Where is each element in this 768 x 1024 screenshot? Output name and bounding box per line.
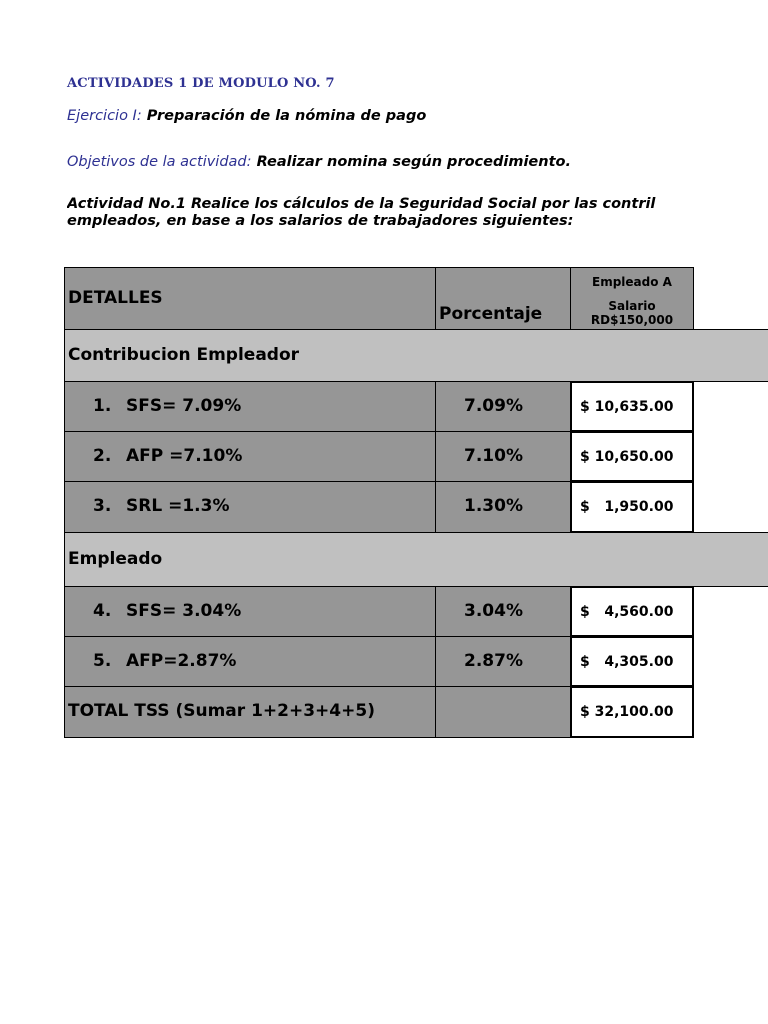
section-employer xyxy=(64,329,768,382)
table-row-amount xyxy=(570,481,694,533)
row-item xyxy=(93,396,241,416)
exercise-text: Preparación de la nómina de pago xyxy=(146,108,427,124)
table-row-percent xyxy=(435,586,572,637)
activity-line-2: empleados, en base a los salarios de trabajadores siguientes: xyxy=(67,213,574,229)
section-employer-label: Contribucion Empleador xyxy=(68,345,300,365)
total-row-percent xyxy=(435,686,572,738)
table-row-label xyxy=(64,381,437,432)
row-percent: 2.87% xyxy=(464,651,523,671)
header-percent xyxy=(435,267,572,330)
row-label: SFS= 7.09% xyxy=(126,396,242,416)
objective-line xyxy=(67,154,571,170)
row-amount: $ 10,650.00 xyxy=(580,449,674,465)
row-amount: $ 4,560.00 xyxy=(580,604,674,620)
header-salary-value: RD$150,000 xyxy=(590,313,674,327)
table-row-label xyxy=(64,586,437,637)
table-row-percent xyxy=(435,431,572,482)
row-item xyxy=(93,601,241,621)
header-percent-label: Porcentaje xyxy=(439,304,543,324)
table-row-label xyxy=(64,431,437,482)
row-percent: 7.10% xyxy=(464,446,523,466)
total-row-label xyxy=(64,686,437,738)
row-label: AFP =7.10% xyxy=(126,446,243,466)
header-employee xyxy=(570,267,694,330)
activity-line-1: Actividad No.1 Realice los cálculos de la Seguridad Social por las contril xyxy=(67,196,656,212)
total-label: TOTAL TSS (Sumar 1+2+3+4+5) xyxy=(68,701,375,721)
table-row-label xyxy=(64,636,437,687)
objective-label: Objetivos de la actividad: xyxy=(67,154,252,170)
header-details xyxy=(64,267,437,330)
table-row-percent xyxy=(435,481,572,533)
total-row-amount xyxy=(570,686,694,738)
row-number: 5. xyxy=(93,651,112,671)
row-number: 2. xyxy=(93,446,112,466)
row-number: 3. xyxy=(93,496,112,516)
table-row-percent xyxy=(435,381,572,432)
table-row-amount xyxy=(570,586,694,637)
row-amount: $ 10,635.00 xyxy=(580,399,674,415)
table-row-percent xyxy=(435,636,572,687)
objective-text: Realizar nomina según procedimiento. xyxy=(256,154,571,170)
row-number: 4. xyxy=(93,601,112,621)
table-row-amount xyxy=(570,381,694,432)
row-item xyxy=(93,496,229,516)
header-details-label: DETALLES xyxy=(68,288,163,308)
table-row-label xyxy=(64,481,437,533)
row-amount: $ 1,950.00 xyxy=(580,499,674,515)
total-amount: $ 32,100.00 xyxy=(580,704,674,720)
table-row-amount xyxy=(570,431,694,482)
exercise-label: Ejercicio I: xyxy=(67,108,142,124)
row-amount: $ 4,305.00 xyxy=(580,654,674,670)
exercise-line xyxy=(67,108,437,125)
section-employee-label: Empleado xyxy=(68,549,163,569)
header-salary-label: Salario xyxy=(608,299,656,313)
row-percent: 7.09% xyxy=(464,396,523,416)
document-heading: ACTIVIDADES 1 DE MODULO NO. 7 xyxy=(67,76,335,91)
row-label: AFP=2.87% xyxy=(126,651,237,671)
row-percent: 1.30% xyxy=(464,496,523,516)
row-item xyxy=(93,651,236,671)
table-row-amount xyxy=(570,636,694,687)
row-percent: 3.04% xyxy=(464,601,523,621)
activity-instructions xyxy=(67,196,695,230)
header-employee-label: Empleado A xyxy=(592,275,672,289)
row-label: SRL =1.3% xyxy=(126,496,230,516)
row-item xyxy=(93,446,242,466)
row-label: SFS= 3.04% xyxy=(126,601,242,621)
row-number: 1. xyxy=(93,396,112,416)
section-employee xyxy=(64,532,768,587)
